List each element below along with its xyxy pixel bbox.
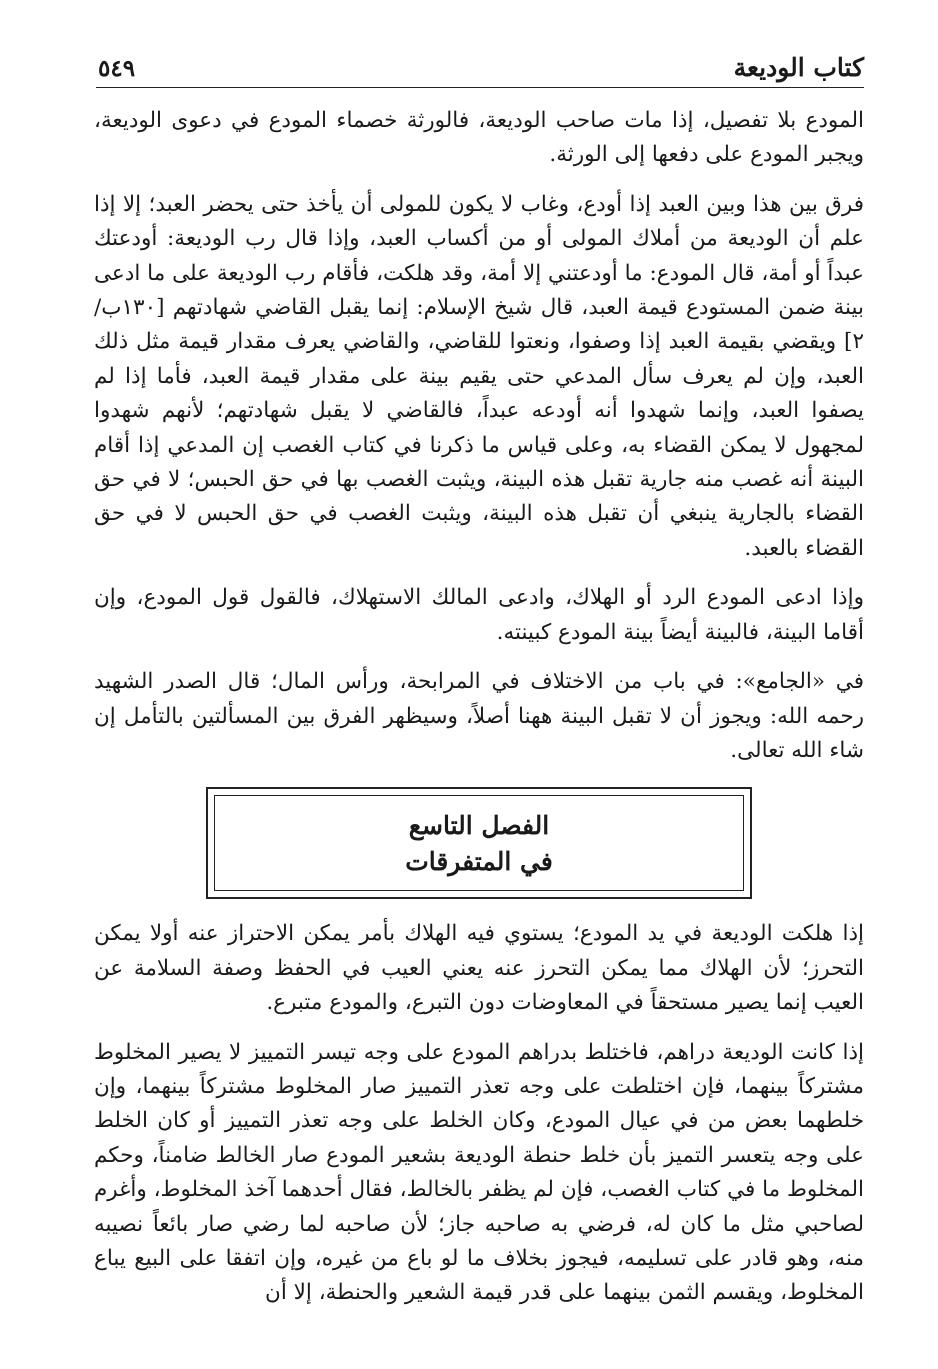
text-section-top — [94, 104, 864, 768]
paragraph: في «الجامع»: في باب من الاختلاف في المرابحة، ورأس المال؛ قال الصدر الشهيد رحمه الله: ويجوز أن لا تقبل البينة ههنا أصلاً، وسيظهر الفرق بين المسألتين بالتأمل إن شاء الله تعالى. — [94, 669, 864, 763]
chapter-heading-box — [206, 787, 752, 899]
paragraph: المودع بلا تفصيل، إذا مات صاحب الوديعة، فالورثة خصماء المودع في دعوى الوديعة، ويجبر المودع على دفعها إلى الورثة. — [94, 108, 864, 168]
page-header — [98, 42, 864, 82]
paragraph: إذا كانت الوديعة دراهم، فاختلط بدراهم المودع على وجه تيسر التمييز لا يصير المخلوط مشتركاً بينهما، فإن اختلطت على وجه تعذر التمييز صار المخلوط مشتركاً بينهما، وإن خلطهما بعض من في عيال المودع، وكان الخلط على وجه تعذر التمييز أو كان الخلط على وجه يتعسر التميز بأن خلط حنطة الوديعة بشعير المودع صار الخالط ضامناً، وحكم المخلوط ما في كتاب الغصب، فإن لم يظفر بالخالط، فقال أحدهما آخذ المخلوط، وأغرم لصاحبي مثل ما كان له، فرضي به صاحبه جاز؛ لأن صاحبه لما رضي صار بائعاً نصيبه منه، وهو قادر على تسليمه، فيجوز بخلاف ما لو باع من غيره، وإن اتفقا على البيع يباع المخلوط، ويقسم الثمن بينهما على قدر قيمة الشعير والحنطة، إلا أن — [94, 1039, 864, 1306]
chapter-title: الفصل التاسع — [408, 811, 550, 841]
paragraph: فرق بين هذا وبين العبد إذا أودع، وغاب لا يكون للمولى أن يأخذ حتى يحضر العبد؛ إلا إذا علم أن الوديعة من أملاك المولى أو من أكساب العبد، وإذا قال رب الوديعة: أودعتك عبداً أو أمة، قال المودع: ما أودعتني إلا أمة، وقد هلكت، فأقام رب الوديعة على ما ادعى بينة ضمن المستودع قيمة العبد، قال شيخ الإسلام: إنما يقبل القاضي شهادتهم [١٣٠ب/ ٢] ويقضي بقيمة العبد إذا وصفوا، ونعتوا للقاضي، والقاضي يعرف مقدار قيمة مثل ذلك العبد، وإن لم يعرف سأل المدعي حتى يقيم بينة على مقدار قيمة العبد، فأما إذا لم يصفوا العبد، وإنما شهدوا أنه أودعه عبداً، فالقاضي لا يقبل شهادتهم؛ لأنهم شهدوا لمجهول لا يمكن القضاء به، وعلى قياس ما ذكرنا في كتاب الغصب إن المدعي إذا أقام البينة أنه غصب منه جارية تقبل هذه البينة، ويثبت الغصب بها في حق الحبس؛ لا في حق القضاء بالجارية ينبغي أن تقبل هذه البينة، ويثبت الغصب في حق الحبس لا في حق القضاء بالعبد. — [94, 191, 864, 561]
paragraph: وإذا ادعى المودع الرد أو الهلاك، وادعى المالك الاستهلاك، فالقول قول المودع، وإن أقاما البينة، فالبينة أيضاً بينة المودع كبينته. — [94, 585, 864, 645]
running-title: كتاب الوديعة — [733, 53, 864, 82]
text-section-bottom — [94, 917, 864, 1310]
header-divider — [96, 87, 864, 88]
page-body — [94, 104, 864, 1311]
paragraph: إذا هلكت الوديعة في يد المودع؛ يستوي فيه الهلاك بأمر يمكن الاحتراز عنه أولا يمكن التحرز؛ لأن الهلاك مما يمكن التحرز عنه يعني العيب في الحفظ وصفة السلامة عن العيب إنما يصير مستحقاً في المعاوضات دون التبرع، والمودع متبرع. — [94, 921, 864, 1016]
page-number: ٥٤٩ — [98, 55, 136, 82]
chapter-subtitle: في المتفرقات — [405, 847, 553, 877]
